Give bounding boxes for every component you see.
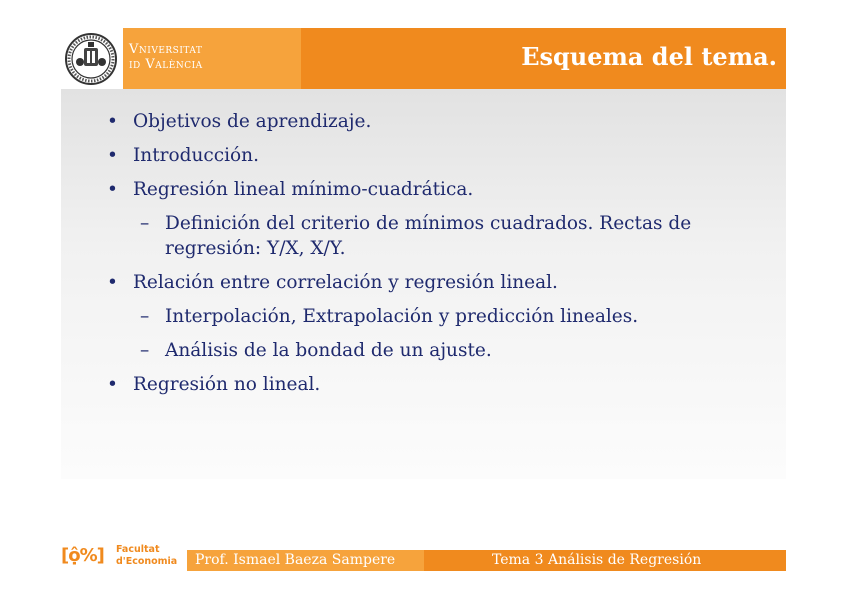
university-name-line2: id València <box>129 57 203 72</box>
outline-item: • Introducción. <box>103 143 773 168</box>
slide-content <box>61 89 786 479</box>
title-bar <box>301 28 786 89</box>
slide-footer <box>61 544 786 572</box>
slide-title: Esquema del tema. <box>521 42 777 71</box>
professor-name: Prof. Ismael Baeza Sampere <box>195 552 396 568</box>
slide-header <box>61 28 786 89</box>
seal-icon <box>63 32 119 86</box>
university-name <box>129 42 203 72</box>
outline-item: • Regresión lineal mínimo-cuadrática. <box>103 177 773 202</box>
university-name-block <box>123 28 301 89</box>
university-seal <box>61 28 123 89</box>
topic-label: Tema 3 Análisis de Regresión <box>492 552 702 568</box>
outline-subitem: – Definición del criterio de mínimos cuadrados. Rectas de regresión: Y/X, X/Y. <box>103 211 773 261</box>
faculty-name <box>116 544 177 568</box>
faculty-name-line1: Facultat <box>116 544 160 555</box>
outline-subitem: – Interpolación, Extrapolación y predicción lineales. <box>103 304 773 329</box>
outline-item: • Objetivos de aprendizaje. <box>103 109 773 134</box>
topic-bar <box>424 550 786 571</box>
outline-item: • Relación entre correlación y regresión lineal. <box>103 270 773 295</box>
professor-bar <box>187 550 424 571</box>
faculty-logo <box>61 544 186 572</box>
faculty-name-line2: d'Economia <box>116 556 178 567</box>
outline-subitem: – Análisis de la bondad de un ajuste. <box>103 338 773 363</box>
university-name-line1: Vniversitat <box>129 42 203 57</box>
outline-list <box>103 109 773 406</box>
outline-item: • Regresión no lineal. <box>103 372 773 397</box>
faculty-icon: [ộ%] <box>61 545 104 566</box>
